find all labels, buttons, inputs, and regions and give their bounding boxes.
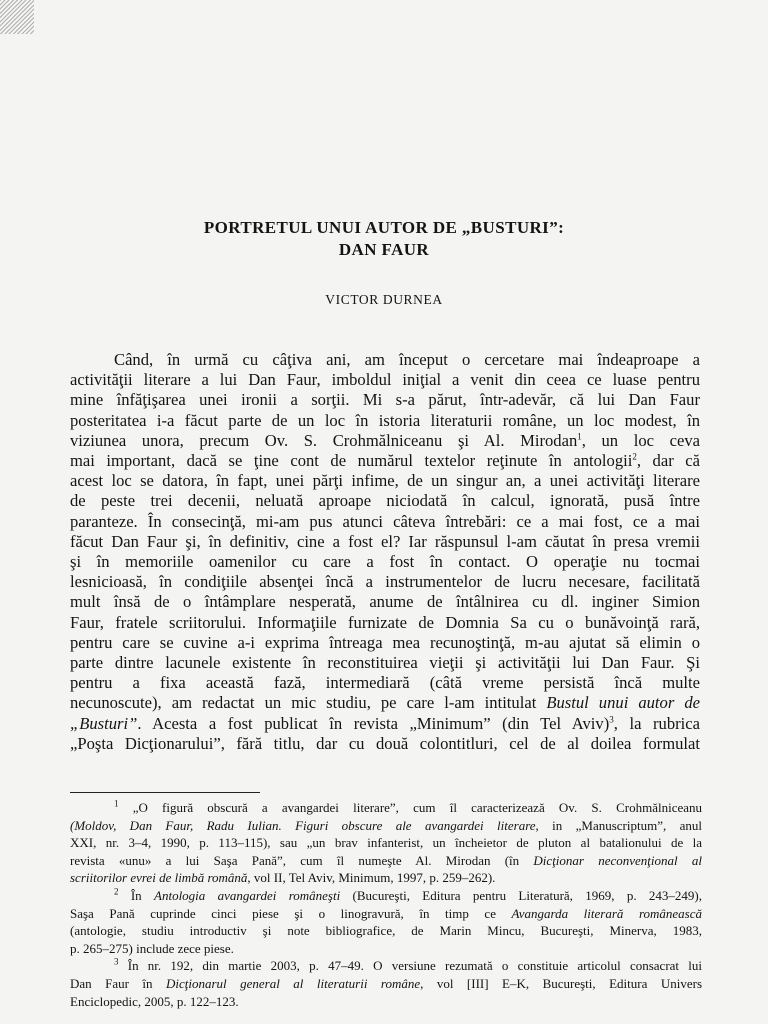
footnote-text: , vol II, Tel Aviv, Minimum, 1997, p. 259–262).	[247, 870, 496, 886]
footnote-3	[70, 957, 702, 1010]
footnote-text: „O figură obscură a avangardei literare”, cum îl caracterizează Ov. S. Crohmălniceanu	[132, 800, 702, 815]
body-line: Faur, fratele scriitorului. Informaţiile furnizate de Domnia Sa cu o bunăvoinţă rară,	[70, 612, 700, 632]
footnote-line: XXI, nr. 3–4, 1990, p. 113–115), sau „un brav infanterist, un încheietor de pluton al batalionului de la	[70, 835, 702, 851]
footnote-text: Saşa Pană cuprinde cinci piese şi o linogravură, în timp ce	[70, 905, 512, 921]
body-line	[70, 451, 700, 471]
footnote-line: (antologie, studiu introductiv şi note bibliografice, de Marin Mincu, Bucureşti, Minerva, 1983,	[70, 923, 702, 939]
footnote-line	[70, 799, 702, 817]
body-text: necunoscute), am redactat un mic studiu, pe care l-am intitulat	[70, 693, 537, 713]
footnote-number: 3	[114, 957, 119, 968]
body-text: , un loc ceva	[581, 430, 700, 450]
footnotes	[70, 799, 702, 1010]
body-line: „Poşta Dicţionarului”, fără titlu, dar cu două colontitluri, cel de al doilea formulat	[70, 733, 700, 753]
footnote-text: În	[130, 887, 155, 903]
scan-corner-mark	[0, 0, 34, 34]
footnote-2	[70, 887, 702, 957]
body-text: viziunea unora, precum Ov. S. Crohmălniceanu şi Al. Mirodan	[70, 430, 578, 450]
body-line: paranteze. În consecinţă, mi-am pus atunci câteva întrebări: ce a mai fost, ce a mai	[70, 511, 700, 531]
article-title-line-1: PORTRETUL UNUI AUTOR DE „BUSTURI”:	[203, 218, 565, 237]
footnote-ref: 2	[632, 451, 637, 462]
footnote-text: (Bucureşti, Editura pentru Literatură, 1969, p. 243–249),	[340, 887, 703, 903]
footnote-line	[70, 869, 702, 887]
footnote-text: revista «unu» a lui Saşa Pană”, cum îl numeşte Al. Mirodan (în	[70, 852, 520, 868]
footnote-line	[70, 975, 702, 993]
footnote-number: 2	[114, 886, 119, 897]
body-line: parte dintre lacunele existente în reconstituirea vieţii şi activităţii lui Dan Faur. Şi	[70, 653, 700, 673]
body-line: activităţii literare a lui Dan Faur, imboldul iniţial a venit din ceea ce luase pentru	[70, 370, 700, 390]
italic-title: Dicţionarul general al literaturii române	[166, 975, 421, 991]
body-line: posteritatea i-a făcut parte de un loc în istoria literaturii române, un loc modest, în	[70, 410, 700, 430]
body-line: şi în memoriile oamenilor cu care a fost în contact. O operaţie nu tocmai	[70, 552, 700, 572]
body-line: lesnicioasă, în condiţiile absenţei încă a instrumentelor de lucru necesare, facilitată	[70, 572, 700, 592]
footnote-line	[70, 817, 702, 835]
italic-title: scriitorilor evrei de limbă română	[70, 870, 248, 886]
footnote-line	[70, 905, 702, 923]
footnote-number: 1	[114, 798, 119, 809]
footnote-line	[70, 852, 702, 870]
footnote-text: , vol [III] E–K, Bucureşti, Editura Univers	[420, 975, 702, 991]
body-line: Când, în urmă cu câţiva ani, am început o cercetare mai îndeaproape a	[114, 350, 700, 369]
italic-title: Antologia avangardei româneşti	[154, 887, 341, 903]
italic-title: (Moldov, Dan Faur, Radu Iulian. Figuri obscure ale avangardei literare	[70, 817, 536, 833]
body-text: mai important, dacă se ţine cont de numărul textelor reţinute în antologii	[70, 451, 633, 471]
body-line: făcut Dan Faur şi, în definitiv, cine a fost el? Iar răspunsul l-am căutat în presa vremii	[70, 531, 700, 551]
footnote-text: În nr. 192, din martie 2003, p. 47–49. O versiune rezumată o constituie articolul consacrat lui	[127, 958, 702, 974]
footnote-line: p. 265–275) include zece piese.	[70, 940, 234, 956]
body-line: pentru care se cuvine a-i exprima întreaga mea recunoştinţă, m-au ajutat să elimin o	[70, 632, 700, 652]
footnote-text: Dan Faur în	[70, 975, 166, 991]
footnote-text: , in „Manuscriptum”, anul	[535, 817, 702, 833]
body-line	[70, 693, 700, 713]
body-text: . Acesta a fost publicat în revista „Minimum” (din Tel Aviv)	[137, 713, 610, 733]
body-line	[70, 431, 700, 451]
footnote-line	[70, 957, 702, 975]
article-author: VICTOR DURNEA	[325, 292, 443, 307]
footnote-line: Enciclopedic, 2005, p. 122–123.	[70, 993, 239, 1009]
body-line: pentru a fixa această fază, intermediară (câtă vreme persistă încă multe	[70, 673, 700, 693]
article-title-line-2: DAN FAUR	[338, 240, 430, 259]
italic-title: „Busturi”	[70, 713, 138, 733]
italic-title: Dicţionar neconvenţional al	[533, 852, 702, 868]
body-line	[70, 714, 700, 734]
body-line: de peste trei decenii, neluată aproape niciodată în calcul, ignorată, pusă între	[70, 491, 700, 511]
footnote-ref: 1	[577, 431, 582, 442]
footnote-ref: 3	[609, 714, 614, 725]
article-body	[70, 350, 700, 754]
italic-title: Avangarda literară românească	[511, 905, 703, 921]
body-text: , la rubrica	[613, 713, 700, 733]
italic-title: Bustul unui autor de	[546, 693, 700, 713]
body-text: , dar că	[636, 451, 700, 471]
footnote-separator	[70, 792, 260, 793]
footnote-line	[70, 887, 702, 905]
footnote-1	[70, 799, 702, 887]
body-line: acest loc se datora, în fapt, unei părţi infime, de un singur an, a unei activităţi literare	[70, 471, 700, 491]
body-line: mine înfăţişarea unei ironii a sorţii. Mi s-a părut, într-adevăr, că lui Dan Faur	[70, 390, 700, 410]
body-line: mult însă de o întâmplare nesperată, anume de întâlnirea cu dl. inginer Simion	[70, 592, 700, 612]
